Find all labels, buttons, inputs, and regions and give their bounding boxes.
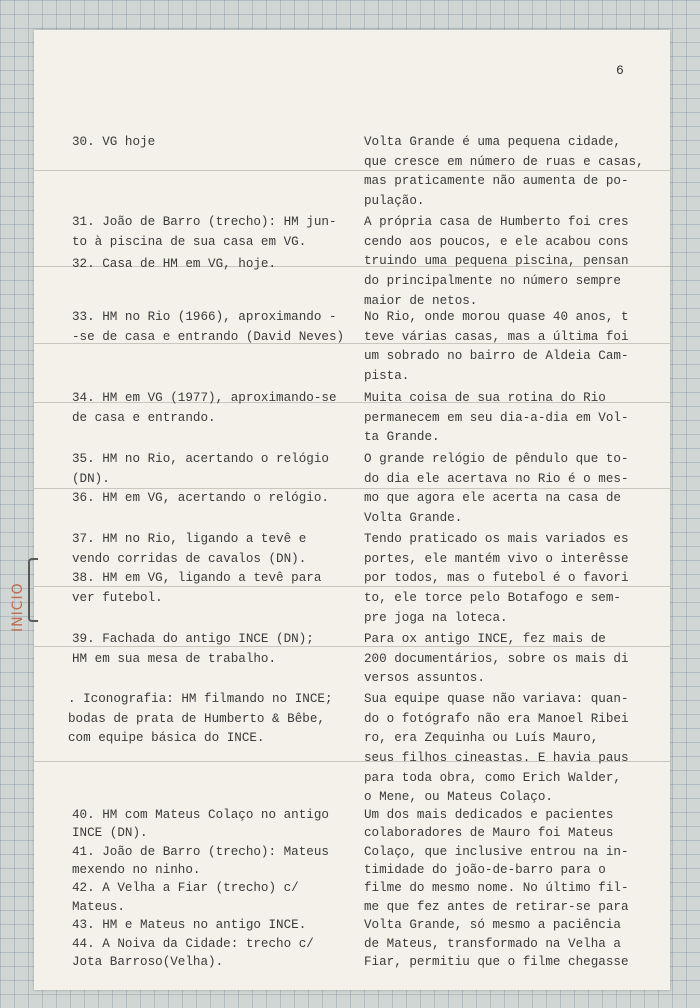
shot-list-entry: 37. HM no Rio, ligando a tevê e vendo corridas de cavalos (DN). 38. HM em VG, ligando a tevê para ver futebol. xyxy=(72,532,322,605)
narration-text: No Rio, onde morou quase 40 anos, t teve várias casas, mas a última foi um sobrado no bairro de Aldeia Cam- pista. xyxy=(364,310,629,383)
narration-text: Volta Grande é uma pequena cidade, que cresce em número de ruas e casas, mas praticamente não aumenta de po- pulação. xyxy=(364,135,644,208)
shot-list-entry: 33. HM no Rio (1966), aproximando - -se de casa e entrando (David Neves) xyxy=(72,310,345,344)
shot-list-entry: . Iconografia: HM filmando no INCE; bodas de prata de Humberto & Bêbe, com equipe básica do INCE. xyxy=(68,692,333,746)
narration-text: A própria casa de Humberto foi cres cendo aos poucos, e ele acabou cons truindo uma pequena piscina, pensan do principalmente no número sempre maior de netos. xyxy=(364,215,629,308)
shot-list-entry: 39. Fachada do antigo INCE (DN); HM em sua mesa de trabalho. xyxy=(72,632,314,666)
narration-text: Tendo praticado os mais variados es portes, ele mantém vivo o interêsse por todos, mas o futebol é o favori to, ele torce pelo Botafogo e sem- pre joga na loteca. xyxy=(364,532,629,625)
handwritten-bracket xyxy=(28,558,38,622)
narration-text: Sua equipe quase não variava: quan- do o fotógrafo não era Manoel Ribei ro, era Zequinha ou Luís Mauro, seus filhos cineastas. E havia paus para toda obra, como Erich Walder, o Mene, ou Mateus Colaço. xyxy=(364,692,629,805)
shot-list-entry: 30. VG hoje xyxy=(72,135,156,150)
shot-list-entry: 35. HM no Rio, acertando o relógio (DN). 36. HM em VG, acertando o relógio. xyxy=(72,452,329,506)
narration-text: Para ox antigo INCE, fez mais de 200 documentários, sobre os mais di versos assuntos. xyxy=(364,632,629,686)
narration-text: Muita coisa de sua rotina do Rio permanecem em seu dia-a-dia em Vol- ta Grande. xyxy=(364,391,629,445)
document-page xyxy=(34,30,670,990)
page-number: 6 xyxy=(616,63,624,78)
narration-text: O grande relógio de pêndulo que to- do dia ele acertava no Rio é o mes- mo que agora ele acerta na casa de Volta Grande. xyxy=(364,452,629,525)
narration-text: Um dos mais dedicados e pacientes colaboradores de Mauro foi Mateus Colaço, que inclusive entrou na in- timidade do joão-de-barro para o filme do mesmo nome. No último fil- me que fez antes de retirar-se para Volta Grande, só mesmo a paciência de Mateus, transformado na Velha a Fiar, permitiu que o filme chegasse xyxy=(364,807,629,970)
handwritten-note: INICIO xyxy=(10,582,26,632)
shot-list-entry: 31. João de Barro (trecho): HM jun- to à piscina de sua casa em VG. 32. Casa de HM em VG, hoje. xyxy=(72,215,337,272)
shot-list-entry: 34. HM em VG (1977), aproximando-se de casa e entrando. xyxy=(72,391,337,425)
shot-list-entry: 40. HM com Mateus Colaço no antigo INCE (DN). 41. João de Barro (trecho): Mateus mexendo no ninho. 42. A Velha a Fiar (trecho) c/ Mateus. 43. HM e Mateus no antigo INCE. 44. A Noiva da Cidade: trecho c/ Jota Barroso(Velha). xyxy=(72,807,329,970)
